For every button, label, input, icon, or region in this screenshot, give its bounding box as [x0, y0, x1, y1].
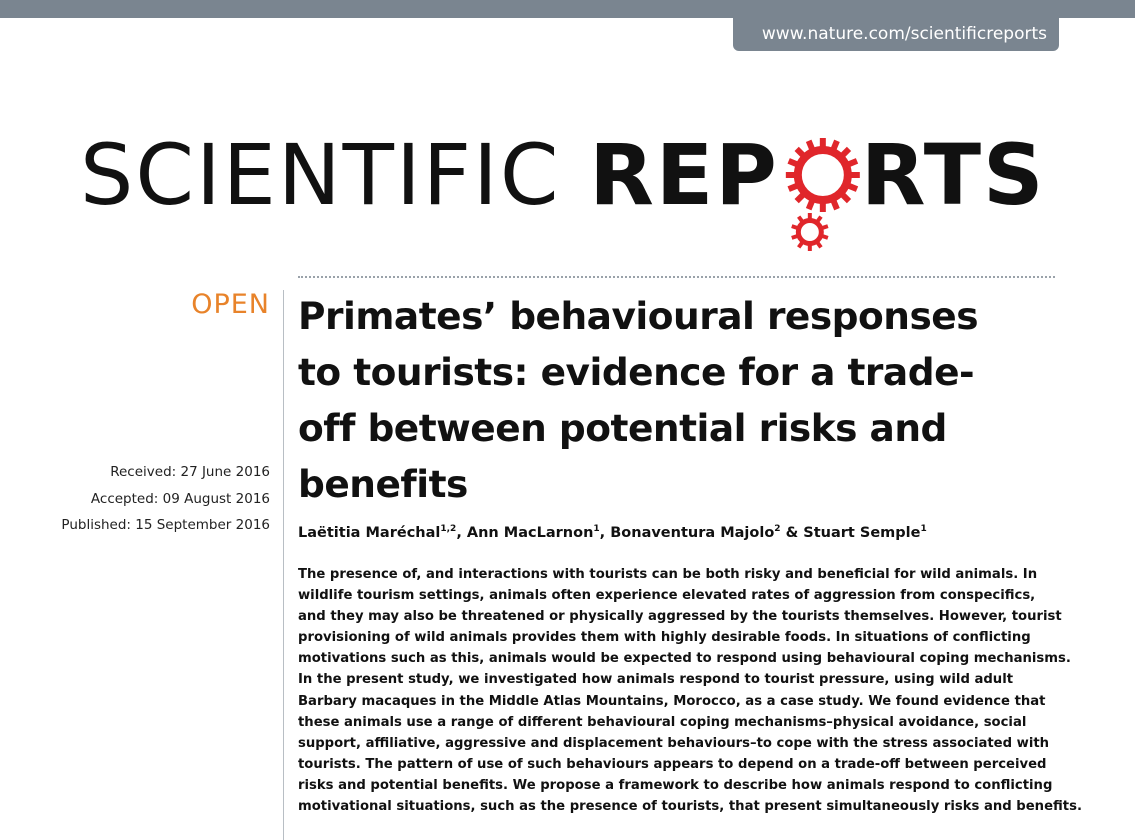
- abstract-line: The presence of, and interactions with tourists can be both risky and beneficial for wild animals. In: [298, 567, 1038, 582]
- abstract-line: In the present study, we investigated how animals respond to tourist pressure, using wild adult: [298, 672, 1014, 688]
- published-date: Published: 15 September 2016: [61, 517, 270, 533]
- abstract-line: motivations such as this, animals would be expected to respond using behavioural coping mechanisms.: [298, 651, 1071, 667]
- author-name[interactable]: Bonaventura Majolo: [610, 524, 775, 541]
- title-line: benefits: [298, 462, 468, 506]
- journal-name-bold-b: RTS: [860, 126, 1046, 224]
- title-line: off between potential risks and: [298, 406, 947, 450]
- author-list: [298, 524, 1058, 541]
- author-name[interactable]: Laëtitia Maréchal: [298, 524, 441, 541]
- author-separator: &: [780, 524, 804, 541]
- title-line: to tourists: evidence for a trade-: [298, 350, 975, 394]
- author-affiliation: 1: [593, 524, 600, 534]
- accepted-date: Accepted: 09 August 2016: [90, 491, 270, 507]
- abstract-line: these animals use a range of different behavioural coping mechanisms–physical avoidance, social: [298, 714, 1027, 730]
- abstract-line: motivational situations, such as the presence of tourists, that present simultaneously risks and benefits.: [298, 799, 1082, 815]
- journal-name-bold-a: REP: [589, 126, 779, 224]
- abstract-line: Barbary macaques in the Middle Atlas Mountains, Morocco, as a case study. We found evidence that: [298, 693, 1046, 709]
- abstract-line: wildlife tourism settings, animals often experience elevated rates of aggression from conspecifics,: [298, 588, 1036, 604]
- title-line: Primates’ behavioural responses: [298, 294, 979, 338]
- author-name[interactable]: Stuart Semple: [803, 524, 921, 541]
- author-separator: ,: [599, 524, 611, 541]
- header-bar: [0, 0, 1135, 18]
- abstract-line: risks and potential benefits. We propose a framework to describe how animals respond to conflicting: [298, 777, 1053, 793]
- gear-icon: [80, 125, 1070, 260]
- journal-url-link[interactable]: www.nature.com/scientificreports: [733, 18, 1059, 51]
- column-divider: [283, 290, 284, 840]
- journal-name-light: SCIENTIFIC: [80, 126, 561, 224]
- author-affiliation: 1,2: [440, 524, 457, 534]
- received-date: Received: 27 June 2016: [110, 464, 270, 480]
- author-name[interactable]: Ann MacLarnon: [466, 524, 594, 541]
- author-affiliation: 2: [774, 524, 781, 534]
- journal-logo: [80, 125, 1070, 260]
- abstract: [298, 564, 1082, 817]
- author-separator: ,: [456, 524, 467, 541]
- article-title: [298, 288, 1018, 512]
- abstract-line: tourists. The pattern of use of such behaviours appears to depend on a trade-off between perceived: [298, 756, 1047, 772]
- gear-icon: [791, 213, 828, 251]
- abstract-line: support, affiliative, aggressive and displacement behaviours–to cope with the stress associated with: [298, 735, 1050, 751]
- header-divider: [298, 276, 1055, 278]
- abstract-line: provisioning of wild animals provides them with highly desirable foods. In situations of conflicting: [298, 630, 1031, 646]
- open-access-label: OPEN: [191, 289, 270, 320]
- author-affiliation: 1: [920, 524, 927, 534]
- abstract-line: and they may also be threatened or physically aggressed by the tourists themselves. However, tourist: [298, 609, 1062, 625]
- gear-icon: [786, 138, 860, 212]
